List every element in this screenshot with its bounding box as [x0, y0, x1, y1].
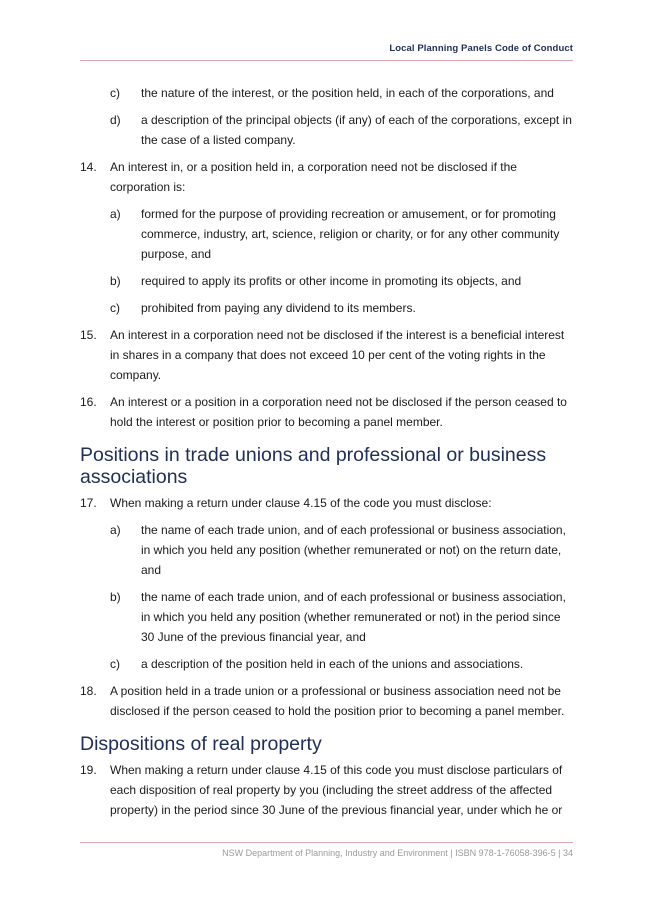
list-item [80, 110, 575, 150]
list-item [80, 587, 575, 647]
clause-number: 14. [80, 160, 97, 174]
item-number: a) [110, 523, 121, 537]
item-text: the nature of the interest, or the position held, in each of the corporations, and [141, 86, 554, 100]
item-text: the name of each trade union, and of each professional or business association, in which you held any position (whether remunerated or not) in the period since 30 June of the previous financial year, and [141, 590, 566, 644]
item-text: the name of each trade union, and of each professional or business association, in which you held any position (whether remunerated or not) on the return date, and [141, 523, 566, 577]
clause-number: 17. [80, 496, 97, 510]
page-header [80, 38, 573, 61]
document-title: Local Planning Panels Code of Conduct [389, 43, 573, 54]
item-number: a) [110, 207, 121, 221]
list-item [80, 298, 575, 318]
clause-text: An interest or a position in a corporation need not be disclosed if the person ceased to hold the interest or position prior to becoming a panel member. [110, 395, 567, 429]
list-item [80, 520, 575, 580]
item-text: a description of the principal objects (if any) of each of the corporations, except in the case of a listed company. [141, 113, 572, 147]
clause-item [80, 157, 575, 197]
clause-number: 15. [80, 328, 97, 342]
clause-text: An interest in a corporation need not be disclosed if the interest is a beneficial interest in shares in a company that does not exceed 10 per cent of the voting rights in the company. [110, 328, 565, 382]
item-text: formed for the purpose of providing recreation or amusement, or for promoting commerce, industry, art, science, religion or charity, or for any other community purpose, and [141, 207, 560, 261]
item-number: c) [110, 301, 120, 315]
clause-number: 16. [80, 395, 97, 409]
list-item [80, 271, 575, 291]
clause-text: When making a return under clause 4.15 of this code you must disclose particulars of each disposition of real property by you (including the street address of the affected property) in the period since 30 June of the previous financial year, under which he or [110, 763, 563, 817]
list-item [80, 204, 575, 264]
clause-number: 18. [80, 684, 97, 698]
clause-item [80, 392, 575, 432]
item-number: d) [110, 113, 121, 127]
clause-text: A position held in a trade union or a professional or business association need not be disclosed if the person ceased to hold the position prior to becoming a panel member. [110, 684, 565, 718]
item-text: a description of the position held in each of the unions and associations. [141, 657, 524, 671]
clause-item [80, 681, 575, 721]
document-body [80, 83, 575, 827]
list-item [80, 83, 575, 103]
clause-text: When making a return under clause 4.15 of the code you must disclose: [110, 496, 492, 510]
clause-item [80, 325, 575, 385]
item-number: b) [110, 590, 121, 604]
item-text: prohibited from paying any dividend to its members. [141, 301, 416, 315]
item-text: required to apply its profits or other income in promoting its objects, and [141, 274, 522, 288]
item-number: c) [110, 657, 120, 671]
clause-text: An interest in, or a position held in, a corporation need not be disclosed if the corporation is: [110, 160, 517, 194]
clause-item [80, 760, 575, 820]
clause-item [80, 493, 575, 513]
list-item [80, 654, 575, 674]
item-number: c) [110, 86, 120, 100]
footer-text: NSW Department of Planning, Industry and Environment | ISBN 978-1-76058-396-5 | 34 [222, 848, 573, 858]
page-footer [80, 842, 573, 858]
clause-number: 19. [80, 763, 97, 777]
section-heading: Dispositions of real property [80, 733, 322, 755]
section-heading: Positions in trade unions and professional or business associations [80, 444, 547, 488]
item-number: b) [110, 274, 121, 288]
